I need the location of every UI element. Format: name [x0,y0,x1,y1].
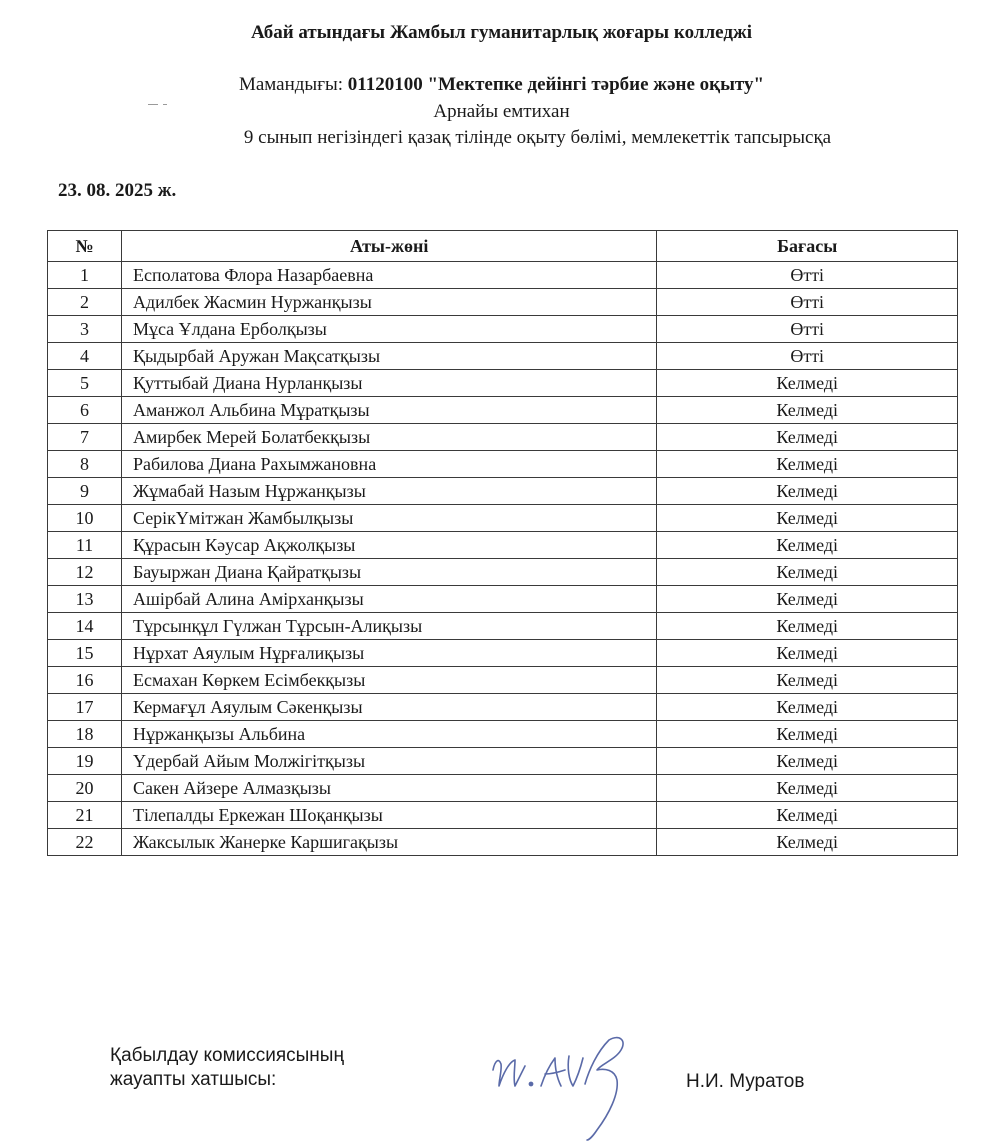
grade-cell: Келмеді [657,640,958,667]
specialty-line [0,74,1003,96]
table-row [48,640,958,667]
student-name-cell: Үдербай Айым Молжігітқызы [121,748,656,775]
table-row [48,802,958,829]
grade-cell: Келмеді [657,694,958,721]
row-number-cell: 17 [48,694,122,721]
row-number-cell: 21 [48,802,122,829]
grade-cell: Келмеді [657,478,958,505]
grade-cell: Келмеді [657,586,958,613]
row-number-cell: 19 [48,748,122,775]
grade-cell: Келмеді [657,451,958,478]
college-title: Абай атындағы Жамбыл гуманитарлық жоғары колледжі [250,22,753,43]
grade-cell: Келмеді [657,829,958,856]
department-line: 9 сынып негізіндегі қазақ тілінде оқыту бөлімі, мемлекеттік тапсырысқа [243,127,832,148]
student-name-cell: Кермағұл Аяулым Сәкенқызы [121,694,656,721]
row-number-cell: 5 [48,370,122,397]
grade-cell: Келмеді [657,424,958,451]
student-name-cell: Мұса Ұлдана Ерболқызы [121,316,656,343]
grade-cell: Өтті [657,262,958,289]
row-number-cell: 4 [48,343,122,370]
student-name-cell: СерікҮмітжан Жамбылқызы [121,505,656,532]
student-name-cell: Нұрхат Аяулым Нұрғалиқызы [121,640,656,667]
table-row [48,559,958,586]
student-name-cell: Ашірбай Алина Амірханқызы [121,586,656,613]
student-name-cell: Аманжол Альбина Мұратқызы [121,397,656,424]
student-name-cell: Тұрсынқұл Гүлжан Тұрсын-Алиқызы [121,613,656,640]
student-name-cell: Жұмабай Назым Нұржанқызы [121,478,656,505]
table-row [48,586,958,613]
table-row [48,424,958,451]
row-number-cell: 6 [48,397,122,424]
grade-cell: Келмеді [657,397,958,424]
grade-cell: Келмеді [657,667,958,694]
table-header-row [48,231,958,262]
grade-cell: Келмеді [657,748,958,775]
signature-icon [485,1030,645,1142]
row-number-cell: 1 [48,262,122,289]
grade-cell: Келмеді [657,532,958,559]
grade-cell: Өтті [657,316,958,343]
student-name-cell: Жаксылык Жанерке Каршигақызы [121,829,656,856]
table-row [48,505,958,532]
table-row [48,613,958,640]
row-number-cell: 2 [48,289,122,316]
column-header-grade: Бағасы [657,231,958,262]
table-row [48,316,958,343]
grade-cell: Өтті [657,343,958,370]
signer-role [110,1044,344,1092]
table-row [48,397,958,424]
row-number-cell: 13 [48,586,122,613]
signer-role-line: Қабылдау комиссиясының [110,1045,344,1066]
table-row [48,694,958,721]
row-number-cell: 3 [48,316,122,343]
row-number-cell: 9 [48,478,122,505]
exam-type: Арнайы емтихан [433,101,570,122]
grade-cell: Келмеді [657,721,958,748]
table-row [48,748,958,775]
student-name-cell: Бауыржан Диана Қайратқызы [121,559,656,586]
table-row [48,370,958,397]
table-body [48,262,958,856]
exam-date: 23. 08. 2025 ж. [58,180,177,201]
row-number-cell: 11 [48,532,122,559]
table-row [48,829,958,856]
table-row [48,289,958,316]
grade-cell: Келмеді [657,613,958,640]
row-number-cell: 22 [48,829,122,856]
row-number-cell: 20 [48,775,122,802]
grade-cell: Келмеді [657,802,958,829]
row-number-cell: 15 [48,640,122,667]
table-row [48,262,958,289]
grade-cell: Келмеді [657,505,958,532]
grade-cell: Келмеді [657,559,958,586]
specialty-prefix: Мамандығы: [238,74,344,95]
student-name-cell: Құрасын Кәусар Ақжолқызы [121,532,656,559]
table-row [48,478,958,505]
column-header-name: Аты-жөні [121,231,656,262]
student-name-cell: Қуттыбай Диана Нурланқызы [121,370,656,397]
table-row [48,667,958,694]
table-row [48,532,958,559]
row-number-cell: 18 [48,721,122,748]
student-name-cell: Сакен Айзере Алмазқызы [121,775,656,802]
student-name-cell: Нұржанқызы Альбина [121,721,656,748]
row-number-cell: 16 [48,667,122,694]
row-number-cell: 12 [48,559,122,586]
table-row [48,343,958,370]
row-number-cell: 7 [48,424,122,451]
student-name-cell: Адилбек Жасмин Нуржанқызы [121,289,656,316]
student-name-cell: Тілепалды Еркежан Шоқанқызы [121,802,656,829]
row-number-cell: 8 [48,451,122,478]
table-row [48,721,958,748]
table-row [48,451,958,478]
student-name-cell: Қыдырбай Аружан Мақсатқызы [121,343,656,370]
signer-role-line: жауапты хатшысы: [110,1069,277,1090]
column-header-number: № [48,231,122,262]
row-number-cell: 14 [48,613,122,640]
grade-cell: Өтті [657,289,958,316]
row-number-cell: 10 [48,505,122,532]
specialty-code: 01120100 "Мектепке дейінгі тәрбие және оқыту" [347,74,765,95]
grade-cell: Келмеді [657,775,958,802]
table-row [48,775,958,802]
student-name-cell: Есмахан Көркем Есімбекқызы [121,667,656,694]
signer-name: Н.И. Муратов [686,1071,805,1092]
grade-cell: Келмеді [657,370,958,397]
results-table [47,230,958,856]
student-name-cell: Амирбек Мерей Болатбекқызы [121,424,656,451]
student-name-cell: Есполатова Флора Назарбаевна [121,262,656,289]
student-name-cell: Рабилова Диана Рахымжановна [121,451,656,478]
